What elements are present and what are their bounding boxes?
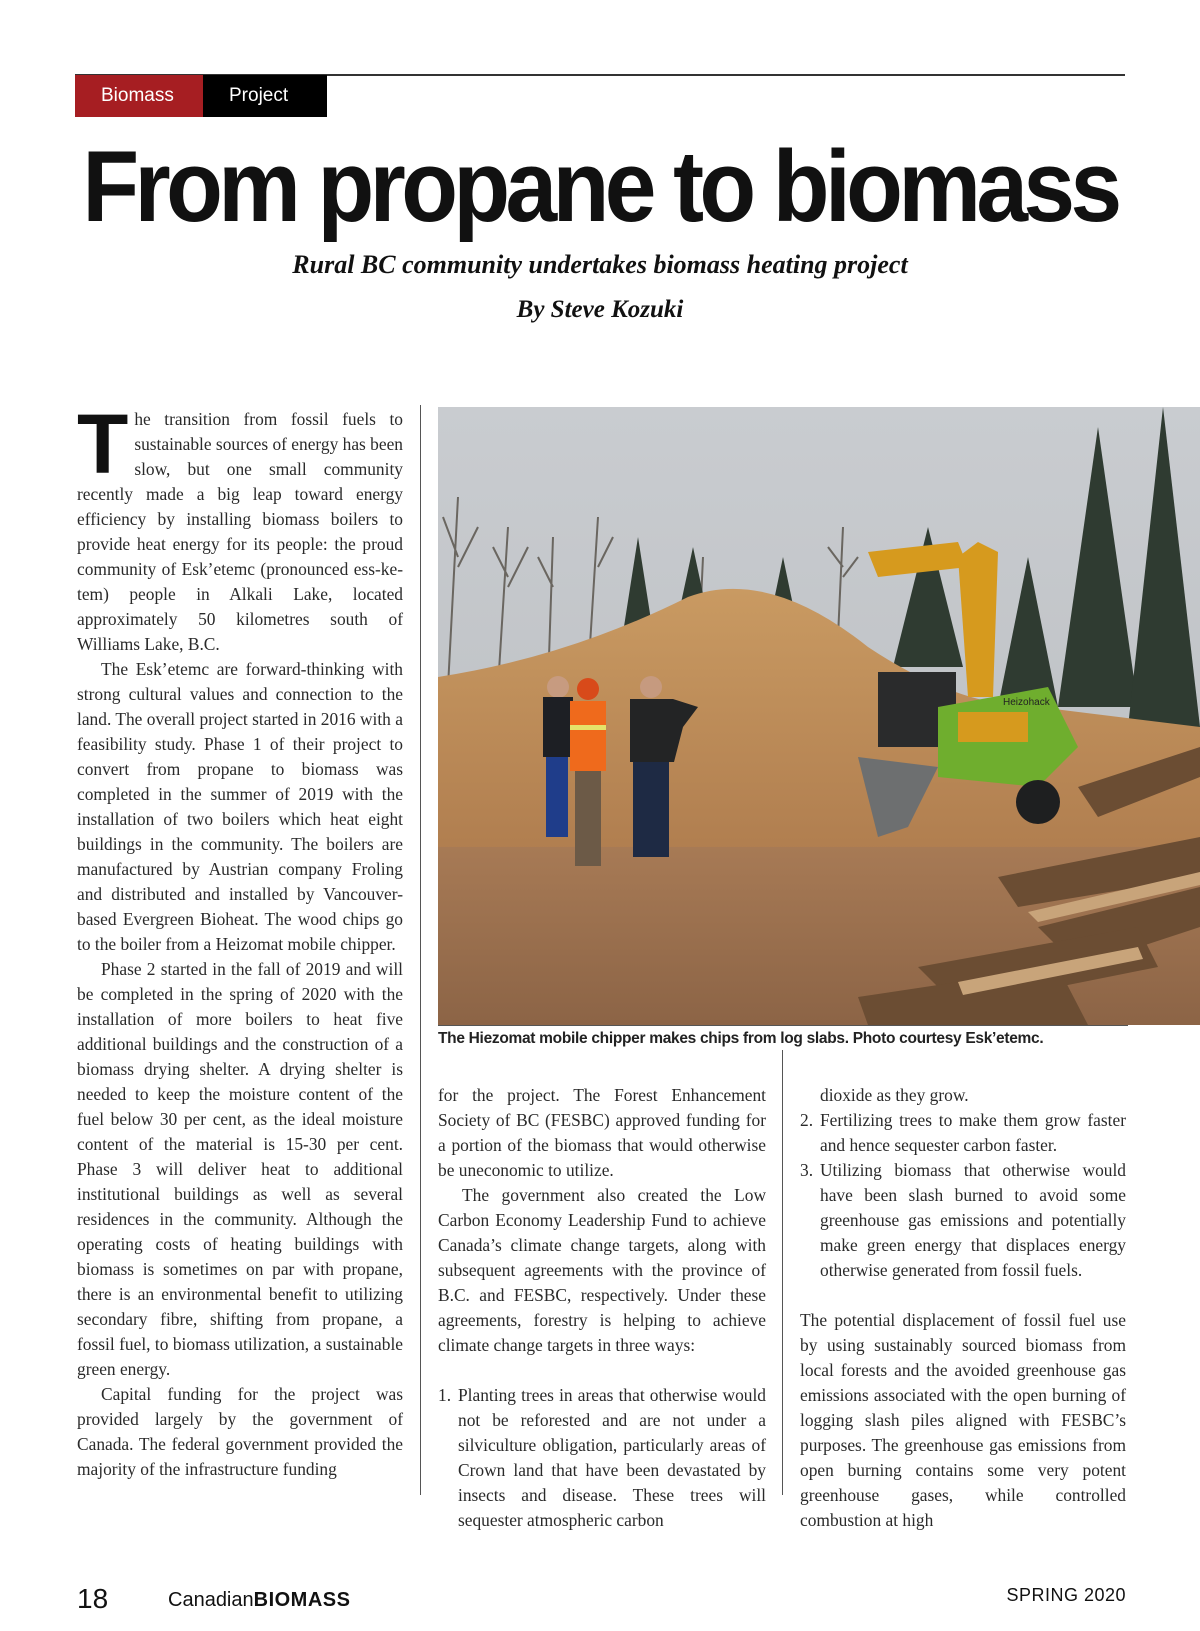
chipper-scene-illustration [438,407,1200,1025]
body-paragraph: The potential displacement of fossil fuel use by using sustainably sourced biomass from local forests and the avoided greenhouse gas emissions associated with the open burning of logging slash piles aligned with FESBC’s purposes. The greenhouse gas emissions from open burning contains some very potent greenhouse gases, while controlled combustion at high [800,1310,1126,1530]
caption-rule [438,1025,1128,1026]
column-divider [420,405,421,1495]
body-column-1 [77,397,403,1482]
body-paragraph: The Esk’etemc are forward-thinking with strong cultural values and connection to the land. The overall project started in 2016 with a feasibility study. Phase 1 of their project to convert from propane to biomass was completed in the summer of 2019 with the installation of two boilers which heat eight buildings in the community. The boilers are manufactured by Austrian company Froling and distributed and installed by Vancouver-based Evergreen Bioheat. The wood chips go to the boiler from a Heizomat mobile chipper. [77,659,403,954]
list-item: 3. Utilizing biomass that otherwise would have been slash burned to avoid some greenhouse gas emissions and potentially make green energy that displaces energy otherwise generated from fossil fuels. [800,1160,1126,1280]
section-tags [75,75,327,117]
body-paragraph: The government also created the Low Carbon Economy Leadership Fund to achieve Canada’s climate change targets, along with subsequent agreements with the province of B.C. and FESBC, respectively. Under these agreements, forestry is helping to achieve climate change targets in three ways: [438,1185,766,1355]
body-paragraph: Phase 2 started in the fall of 2019 and will be completed in the spring of 2020 with the installation of more boilers to heat five additional buildings and the construction of a biomass drying shelter. A drying shelter is needed to keep the moisture content of the fuel below 30 per cent, as the ideal moisture content of the material is 15-30 per cent. Phase 3 will deliver heat to additional institutional buildings as well as several residences in the community. Although the operating costs of heating buildings with biomass is sometimes on par with propane, there is an environmental benefit to utilizing secondary fibre, shifting from propane, a fossil fuel, to biomass utilization, a sustainable green energy. [77,959,403,1379]
magazine-brand: CanadianBIOMASS [168,1589,351,1611]
column-divider [782,1050,783,1495]
spacer [800,1283,1126,1308]
body-paragraph: The transition from fossil fuels to sustainable sources of energy has been slow, but one small community recently made a big leap toward energy efficiency by installing biomass boilers to provide heat energy for its people: the proud community of Esk’etemc (pronounced ess-ke-tem) people in Alkali Lake, located approximately 50 kilometres south of Williams Lake, B.C. [77,397,403,654]
headline: From propane to biomass [82,131,1118,243]
section-tag-project: Project [203,75,327,117]
list-item: 2. Fertilizing trees to make them grow faster and hence sequester carbon faster. [800,1110,1126,1155]
spacer [438,1358,766,1383]
photo-caption: The Hiezomat mobile chipper makes chips from log slabs. Photo courtesy Esk’etemc. [438,1030,1044,1047]
page-number: 18 [77,1583,109,1614]
body-paragraph: Capital funding for the project was provided largely by the government of Canada. The federal government provided the majority of the infrastructure funding [77,1384,403,1479]
issue-date: SPRING 2020 [1006,1585,1126,1605]
body-paragraph: for the project. The Forest Enhancement Society of BC (FESBC) approved funding for a portion of the biomass that would otherwise be uneconomic to utilize. [438,1085,766,1180]
subtitle: Rural BC community undertakes biomass heating project [292,250,908,279]
list-item: 1. Planting trees in areas that otherwise would not be reforested and are not under a silviculture obligation, particularly areas of Crown land that have been devastated by insects and disease. These trees will sequester atmospheric carbon [438,1385,766,1530]
body-column-3 [800,1083,1126,1533]
drop-cap: T [77,397,129,491]
body-column-2 [438,1083,766,1533]
chipper-brand-label: Heizohack [1003,697,1050,708]
article-photo [438,407,1200,1025]
section-tag-biomass: Biomass [75,75,203,117]
climate-targets-list-continued [800,1083,1126,1283]
climate-targets-list [438,1383,766,1533]
list-item: dioxide as they grow. [820,1085,969,1105]
byline: By Steve Kozuki [516,296,684,323]
